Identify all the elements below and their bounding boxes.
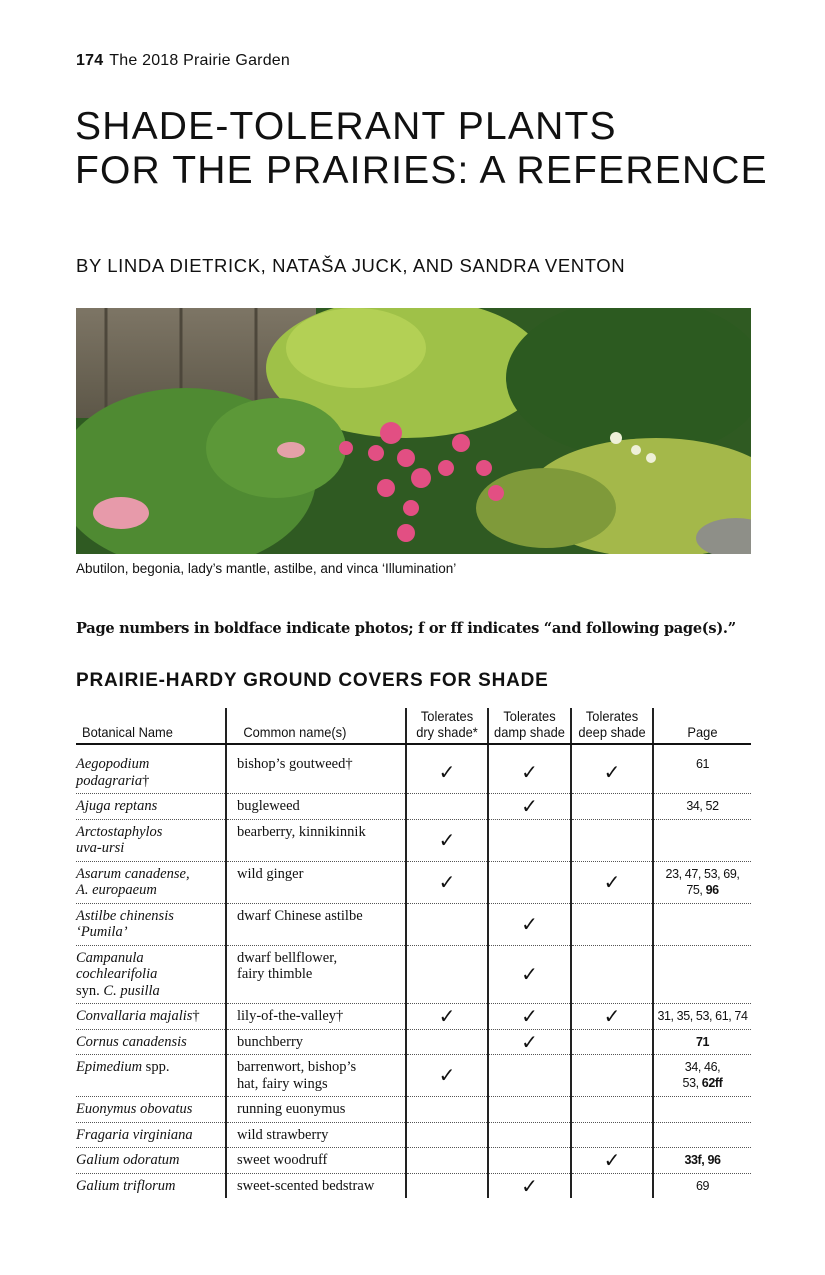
botanical-name-cell xyxy=(76,744,226,794)
deep-shade-cell xyxy=(571,861,653,903)
common-name-text: bugleweed xyxy=(237,798,300,814)
page-cell xyxy=(653,945,751,1004)
table-row xyxy=(76,819,751,861)
page-cell xyxy=(653,1097,751,1123)
checkmark-icon: ✓ xyxy=(438,1004,456,1028)
common-name-text: bearberry, kinnikinnik xyxy=(237,823,366,840)
damp-shade-cell xyxy=(488,1173,571,1198)
checkmark-icon: ✓ xyxy=(521,1173,538,1198)
damp-shade-cell xyxy=(488,1122,571,1148)
botanical-name-text: Astilbe chinensis xyxy=(76,907,174,924)
page-reference: 61 xyxy=(695,757,710,771)
dry-shade-cell xyxy=(406,1055,488,1097)
checkmark-icon: ✓ xyxy=(438,1063,456,1088)
botanical-name-text: A. europaeum xyxy=(76,882,157,898)
damp-shade-cell xyxy=(488,819,571,861)
botanical-name-text: C. pusilla xyxy=(103,982,160,999)
checkmark-icon: ✓ xyxy=(603,1148,621,1172)
page-reference: 34, 46, xyxy=(684,1060,721,1074)
table-row xyxy=(76,1055,751,1097)
damp-shade-cell xyxy=(488,1004,571,1030)
header-line: Tolerates xyxy=(420,708,474,724)
botanical-name-text: podagraria xyxy=(76,772,143,789)
common-name-cell xyxy=(226,794,406,820)
checkmark-icon: ✓ xyxy=(521,794,538,818)
common-name-cell xyxy=(226,1097,406,1123)
header-line: deep shade xyxy=(578,724,646,740)
common-name-cell xyxy=(226,903,406,945)
botanical-name-cell xyxy=(76,1122,226,1148)
botanical-name-cell xyxy=(76,945,226,1004)
common-name-text: sweet-scented bedstraw xyxy=(237,1177,375,1194)
damp-shade-cell xyxy=(488,945,571,1004)
checkmark-icon: ✓ xyxy=(521,1004,538,1028)
header-line: Tolerates xyxy=(503,708,556,724)
table-row xyxy=(76,1029,751,1055)
botanical-name-text: spp. xyxy=(142,1059,170,1075)
page-cell xyxy=(653,861,751,903)
common-name-cell xyxy=(226,1004,406,1030)
botanical-name-text: Arctostaphylos xyxy=(76,823,163,840)
deep-shade-cell xyxy=(571,1173,653,1198)
deep-shade-cell xyxy=(571,945,653,1004)
deep-shade-cell xyxy=(571,1004,653,1030)
table-row xyxy=(76,1148,751,1174)
botanical-name-text: Convallaria majalis xyxy=(76,1008,193,1024)
page-cell xyxy=(653,1029,751,1055)
ground-covers-table xyxy=(76,708,751,1198)
dry-shade-cell xyxy=(406,1148,488,1174)
botanical-name-text: ‘Pumila’ xyxy=(76,924,128,940)
checkmark-icon: ✓ xyxy=(438,869,456,894)
page-cell xyxy=(653,1122,751,1148)
damp-shade-cell xyxy=(488,1029,571,1055)
header-dry-shade xyxy=(409,708,484,744)
damp-shade-cell xyxy=(488,744,571,794)
botanical-name-text: Euonymus obovatus xyxy=(76,1101,193,1117)
header-common-names: Common name(s) xyxy=(233,708,399,744)
running-head xyxy=(76,52,290,70)
deep-shade-cell xyxy=(571,903,653,945)
book-title: The 2018 Prairie Garden xyxy=(109,52,290,69)
botanical-name-cell xyxy=(76,1004,226,1030)
page-number: 174 xyxy=(76,52,104,69)
checkmark-icon: ✓ xyxy=(438,760,456,785)
common-name-text: wild ginger xyxy=(237,865,304,882)
botanical-name-cell xyxy=(76,1055,226,1097)
checkmark-icon: ✓ xyxy=(521,1029,538,1054)
botanical-name-text: † xyxy=(192,1008,200,1024)
dry-shade-cell xyxy=(406,945,488,1004)
common-name-cell xyxy=(226,1029,406,1055)
dry-shade-cell xyxy=(406,861,488,903)
botanical-name-cell xyxy=(76,819,226,861)
table-row xyxy=(76,945,751,1004)
table-row xyxy=(76,1122,751,1148)
common-name-text: barrenwort, bishop’s xyxy=(237,1059,357,1075)
dry-shade-cell xyxy=(406,744,488,794)
dry-shade-cell xyxy=(406,1029,488,1055)
botanical-name-text: uva-ursi xyxy=(76,840,125,856)
common-name-text: dwarf Chinese astilbe xyxy=(237,907,363,924)
dry-shade-cell xyxy=(406,1173,488,1198)
botanical-name-cell xyxy=(76,903,226,945)
botanical-name-text: Ajuga reptans xyxy=(76,798,158,814)
damp-shade-cell xyxy=(488,903,571,945)
common-name-cell xyxy=(226,744,406,794)
botanical-name-text: Cornus canadensis xyxy=(76,1033,187,1050)
common-name-text: hat, fairy wings xyxy=(237,1075,328,1092)
page-reference: 69 xyxy=(695,1178,710,1193)
title-line: SHADE-TOLERANT PLANTS xyxy=(75,105,617,148)
page-cell xyxy=(653,744,751,794)
damp-shade-cell xyxy=(488,1148,571,1174)
common-name-text: sweet woodruff xyxy=(237,1152,328,1168)
botanical-name-cell xyxy=(76,861,226,903)
botanical-name-cell xyxy=(76,794,226,820)
dry-shade-cell xyxy=(406,903,488,945)
botanical-name-text: Campanula xyxy=(76,949,144,966)
common-name-text: bunchberry xyxy=(237,1033,304,1050)
page-reference: 71 xyxy=(695,1034,710,1049)
table-row xyxy=(76,794,751,820)
checkmark-icon: ✓ xyxy=(603,869,621,894)
botanical-name-cell xyxy=(76,1097,226,1123)
deep-shade-cell xyxy=(571,1097,653,1123)
checkmark-icon: ✓ xyxy=(603,760,621,785)
page-cell xyxy=(653,1055,751,1097)
page-cell xyxy=(653,1004,751,1030)
common-name-text: running euonymus xyxy=(237,1101,346,1117)
article-title xyxy=(75,105,768,193)
page-reference: 34, 52 xyxy=(686,799,719,813)
page-cell xyxy=(653,903,751,945)
botanical-name-text: Galium triflorum xyxy=(76,1177,176,1194)
page-reference: 62ff xyxy=(701,1076,723,1090)
page-cell xyxy=(653,794,751,820)
page-reference: 33f, 96 xyxy=(684,1153,721,1167)
page-cell xyxy=(653,819,751,861)
botanical-name-cell xyxy=(76,1148,226,1174)
common-name-text: dwarf bellflower, xyxy=(237,949,338,966)
common-name-cell xyxy=(226,945,406,1004)
section-heading: PRAIRIE-HARDY GROUND COVERS FOR SHADE xyxy=(76,670,549,691)
page-cell xyxy=(653,1148,751,1174)
common-name-cell xyxy=(226,819,406,861)
checkmark-icon: ✓ xyxy=(521,911,538,936)
dry-shade-cell xyxy=(406,794,488,820)
damp-shade-cell xyxy=(488,1055,571,1097)
page-reference: 96 xyxy=(705,882,719,897)
deep-shade-cell xyxy=(571,819,653,861)
garden-photo xyxy=(76,308,751,554)
botanical-name-text: syn. xyxy=(76,982,104,999)
checkmark-icon: ✓ xyxy=(521,962,538,986)
byline: BY LINDA DIETRICK, NATAŠA JUCK, AND SANDRA VENTON xyxy=(76,255,626,276)
common-name-text: lily-of-the-valley† xyxy=(237,1008,344,1024)
deep-shade-cell xyxy=(571,1029,653,1055)
table-row xyxy=(76,1173,751,1198)
botanical-name-cell xyxy=(76,1029,226,1055)
botanical-name-text: Epimedium xyxy=(76,1059,143,1075)
title-line: FOR THE PRAIRIES: A REFERENCE xyxy=(75,149,768,192)
dry-shade-cell xyxy=(406,1097,488,1123)
common-name-text: fairy thimble xyxy=(237,966,313,982)
damp-shade-cell xyxy=(488,861,571,903)
checkmark-icon: ✓ xyxy=(438,827,456,852)
botanical-name-cell xyxy=(76,1173,226,1198)
botanical-name-text: Galium odoratum xyxy=(76,1152,180,1168)
common-name-cell xyxy=(226,1055,406,1097)
checkmark-icon: ✓ xyxy=(521,760,538,785)
dry-shade-cell xyxy=(406,1122,488,1148)
garden-photo-illustration xyxy=(76,308,751,554)
deep-shade-cell xyxy=(571,1148,653,1174)
table-header-row xyxy=(76,708,751,744)
botanical-name-text: Fragaria virginiana xyxy=(76,1126,193,1143)
common-name-cell xyxy=(226,1148,406,1174)
table-body xyxy=(76,744,751,1198)
header-botanical-name: Botanical Name xyxy=(82,708,220,744)
page-reference: 75, xyxy=(686,882,706,897)
common-name-cell xyxy=(226,1173,406,1198)
damp-shade-cell xyxy=(488,794,571,820)
page-reference: 53, xyxy=(682,1076,702,1090)
deep-shade-cell xyxy=(571,1055,653,1097)
page-number-note: Page numbers in boldface indicate photos; f or ff indicates “and following page(s).” xyxy=(76,620,736,637)
botanical-name-text: Aegopodium xyxy=(76,756,150,772)
header-page: Page xyxy=(657,708,747,744)
header-line: dry shade* xyxy=(416,724,478,740)
common-name-cell xyxy=(226,1122,406,1148)
page-reference: 23, 47, 53, 69, xyxy=(665,866,740,881)
common-name-cell xyxy=(226,861,406,903)
page-cell xyxy=(653,1173,751,1198)
dry-shade-cell xyxy=(406,1004,488,1030)
botanical-name-text: cochlearifolia xyxy=(76,966,158,982)
table-row xyxy=(76,1004,751,1030)
header-deep-shade xyxy=(574,708,649,744)
page-reference: 31, 35, 53, 61, 74 xyxy=(657,1009,748,1023)
damp-shade-cell xyxy=(488,1097,571,1123)
header-line: Tolerates xyxy=(585,708,639,724)
deep-shade-cell xyxy=(571,744,653,794)
common-name-text: bishop’s goutweed† xyxy=(237,756,353,772)
deep-shade-cell xyxy=(571,794,653,820)
botanical-name-text: Asarum canadense, xyxy=(76,865,190,882)
deep-shade-cell xyxy=(571,1122,653,1148)
photo-caption: Abutilon, begonia, lady’s mantle, astilbe, and vinca ‘Illumination’ xyxy=(76,561,457,576)
common-name-text: wild strawberry xyxy=(237,1126,329,1143)
dry-shade-cell xyxy=(406,819,488,861)
table-row xyxy=(76,744,751,794)
table-row xyxy=(76,1097,751,1123)
table-row xyxy=(76,903,751,945)
checkmark-icon: ✓ xyxy=(603,1004,621,1028)
botanical-name-text: † xyxy=(142,772,150,789)
header-line: damp shade xyxy=(494,724,565,740)
table-row xyxy=(76,861,751,903)
header-damp-shade xyxy=(491,708,567,744)
